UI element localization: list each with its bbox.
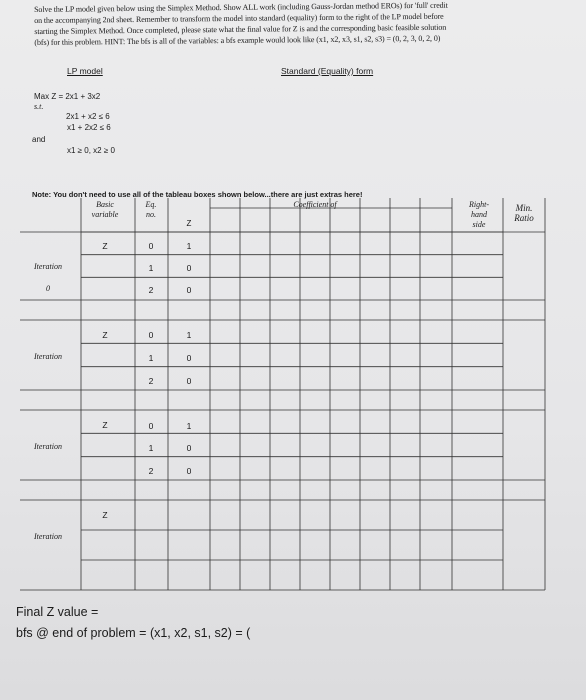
- final-z-value: Final Z value =: [16, 605, 99, 619]
- header-right-hand-side: Right- hand side: [469, 200, 489, 229]
- instructions-line-1: Solve the LP model given below using the Simplex Method. Show ALL work (including Gauss-Jordan method EROs) for 'full' credit: [34, 0, 448, 14]
- standard-form-heading: Standard (Equality) form: [281, 66, 374, 76]
- tableau-0-eq-2: 2: [148, 285, 154, 295]
- tableau-2-eq-1: 1: [148, 443, 154, 453]
- tableau-1-z-1: 0: [186, 353, 192, 363]
- tableau-1-z-0: 1: [186, 330, 192, 340]
- and-label: and: [32, 135, 46, 144]
- header-eq-no: Eq. no.: [145, 200, 157, 219]
- tableau-2-eq-0: 0: [148, 421, 154, 431]
- nonnegativity-constraint: x1 ≥ 0, x2 ≥ 0: [67, 146, 115, 155]
- constraint-1: 2x1 + x2 ≤ 6: [66, 112, 110, 121]
- tableau-1-basic-z: Z: [102, 330, 108, 340]
- instructions-line-2: on the accompanying 2nd sheet. Remember to transform the model into standard (equality) form to the right of the LP model before: [34, 11, 444, 25]
- tableau-1-eq-1: 1: [148, 353, 154, 363]
- tableau-2-eq-2: 2: [148, 466, 154, 476]
- tableau-0-z-0: 1: [186, 241, 192, 251]
- subject-to-label: s.t.: [34, 102, 44, 111]
- tableau-0-basic-z: Z: [102, 241, 108, 251]
- tableau-0-z-1: 0: [186, 263, 192, 273]
- instructions-line-4: (bfs) for this problem. HINT: The bfs is all of the variables: a bfs example would look like (x1, x2, x3, s1, s2, s3) = (0, 2, 3, 0, 2, 0): [34, 33, 441, 47]
- objective-function: Max Z = 2x1 + 3x2: [34, 92, 101, 101]
- tableau-0-eq-1: 1: [148, 263, 154, 273]
- tableau-0-iteration-number: 0: [46, 284, 50, 293]
- tableau-2-z-2: 0: [186, 466, 192, 476]
- tableau-1-iteration-label: Iteration: [34, 352, 62, 361]
- tableau-2-iteration-label: Iteration: [34, 442, 62, 451]
- note-text: Note: You don't need to use all of the tableau boxes shown below...there are just extras here!: [32, 190, 363, 199]
- tableau-2-z-1: 0: [186, 443, 192, 453]
- lp-model-heading: LP model: [67, 66, 103, 76]
- final-bfs: bfs @ end of problem = (x1, x2, s1, s2) = (: [16, 626, 251, 640]
- header-basic-variable: Basic variable: [91, 200, 119, 219]
- tableau-2-z-0: 1: [186, 421, 192, 431]
- tableau-0-eq-0: 0: [148, 241, 154, 251]
- header-min-ratio: Min. Ratio: [514, 203, 534, 223]
- tableau-3-iteration-label: Iteration: [34, 532, 62, 541]
- header-z: Z: [186, 219, 192, 228]
- header-coefficient-of: Coefficient of: [293, 200, 337, 209]
- tableau-1-z-2: 0: [186, 376, 192, 386]
- tableau-1-eq-2: 2: [148, 376, 154, 386]
- tableau-3-basic-z: Z: [102, 510, 108, 520]
- tableau-0-z-2: 0: [186, 285, 192, 295]
- tableau-1-eq-0: 0: [148, 330, 154, 340]
- instructions-line-3: starting the Simplex Method. Once completed, please state what the final value for Z is and the corresponding basic feasible solution: [34, 22, 447, 36]
- constraint-2: x1 + 2x2 ≤ 6: [67, 123, 111, 132]
- tableau-0-iteration-label: Iteration: [34, 262, 62, 271]
- tableau-2-basic-z: Z: [102, 420, 108, 430]
